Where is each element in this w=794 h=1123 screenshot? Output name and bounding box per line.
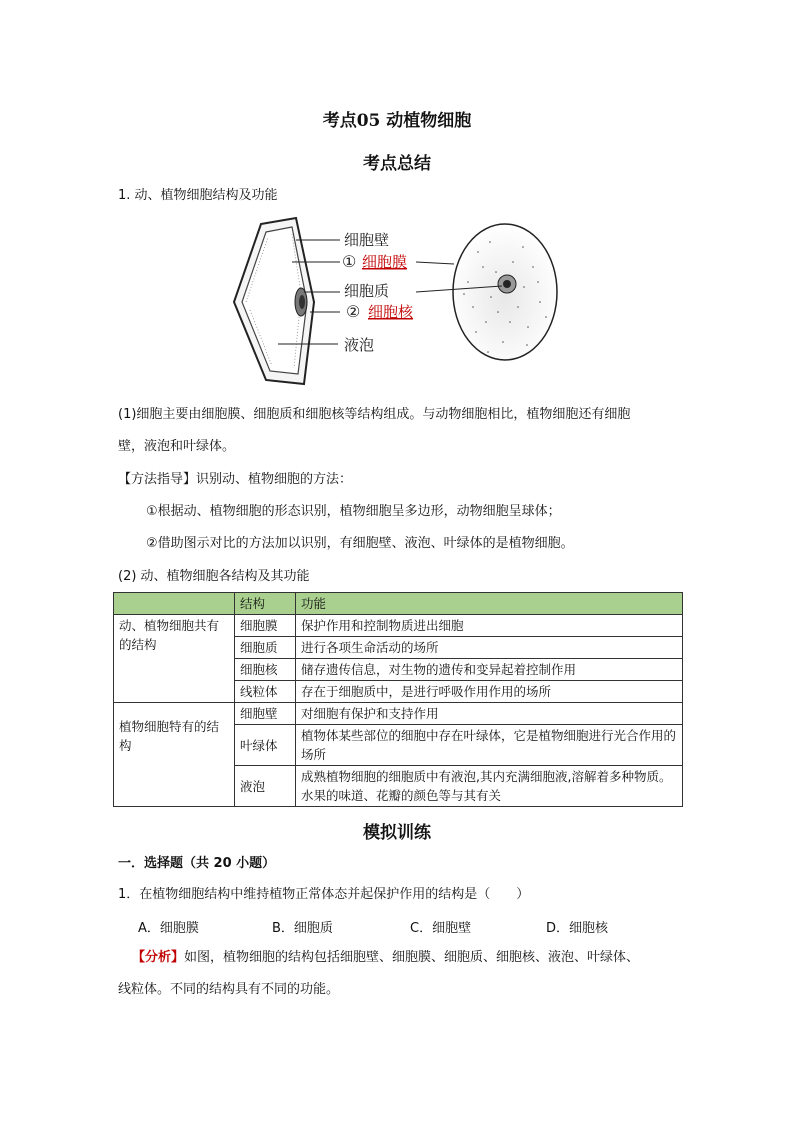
method-guide (118, 470, 352, 490)
table-row (114, 615, 683, 637)
analysis-line-2: 线粒体。不同的结构具有不同的功能。 (118, 982, 340, 997)
cell-diagram (228, 212, 568, 396)
table-row (114, 703, 683, 725)
analysis-label: 【分析】 (132, 950, 185, 965)
table-header-cell (114, 593, 235, 615)
structure-cell: 叶绿体 (235, 725, 296, 766)
label-nucleus: 细胞核 (368, 303, 414, 321)
method-item-1: ①根据动、植物细胞的形态识别，植物细胞呈多边形，动物细胞呈球体； (146, 504, 561, 519)
section-2-heading: (2) 动、植物细胞各结构及其功能 (118, 569, 310, 584)
label-cell-wall: 细胞壁 (344, 231, 390, 249)
function-cell: 成熟植物细胞的细胞质中有液泡,其内充满细胞液,溶解着多种物质。水果的味道、花瓣的颜色等与其有关 (296, 766, 683, 807)
option-a: A．细胞膜 (138, 921, 199, 936)
page-title: 考点05 动植物细胞 (322, 111, 472, 131)
analysis-line-1 (132, 948, 639, 968)
method-item-2: ②借助图示对比的方法加以识别，有细胞壁、液泡、叶绿体的是植物细胞。 (146, 536, 574, 551)
function-cell: 进行各项生命活动的场所 (296, 637, 683, 659)
option-c: C．细胞壁 (410, 921, 472, 936)
paragraph-1-line-1: (1)细胞主要由细胞膜、细胞质和细胞核等结构组成。与动物细胞相比，植物细胞还有细胞 (118, 407, 631, 422)
label-num-2: ② (346, 302, 361, 321)
structure-cell: 细胞核 (235, 659, 296, 681)
choice-section-heading: 一．选择题（共 20 小题） (118, 856, 276, 871)
structure-cell: 细胞质 (235, 637, 296, 659)
function-cell: 储存遗传信息，对生物的遗传和变异起着控制作用 (296, 659, 683, 681)
label-vacuole: 液泡 (344, 336, 375, 354)
animal-cell-drawing (453, 224, 557, 360)
question-1-stem: 1．在植物细胞结构中维持植物正常体态并起保护作用的结构是（ ） (118, 887, 530, 902)
function-cell: 植物体某些部位的细胞中存在叶绿体，它是植物细胞进行光合作用的场所 (296, 725, 683, 766)
method-text: 识别动、植物细胞的方法： (196, 472, 353, 487)
function-cell: 对细胞有保护和支持作用 (296, 703, 683, 725)
analysis-text: 如图，植物细胞的结构包括细胞壁、细胞膜、细胞质、细胞核、液泡、叶绿体、 (184, 950, 640, 965)
method-label: 【方法指导】 (118, 472, 197, 487)
label-cell-membrane: 细胞膜 (362, 253, 408, 271)
structure-cell: 液泡 (235, 766, 296, 807)
practice-heading: 模拟训练 (363, 823, 431, 843)
structure-cell: 细胞膜 (235, 615, 296, 637)
option-b: B．细胞质 (272, 921, 333, 936)
section-1-heading: 1. 动、植物细胞结构及功能 (118, 188, 278, 203)
label-cytoplasm: 细胞质 (344, 282, 390, 300)
group-label-plant: 植物细胞特有的结构 (114, 703, 235, 807)
structure-cell: 细胞壁 (235, 703, 296, 725)
option-d: D．细胞核 (546, 921, 609, 936)
table-header-cell: 功能 (296, 593, 683, 615)
paragraph-1-line-2: 壁，液泡和叶绿体。 (118, 439, 236, 454)
summary-heading: 考点总结 (363, 154, 431, 174)
table-header-row (114, 593, 683, 615)
structure-cell: 线粒体 (235, 681, 296, 703)
plant-cell-drawing (234, 218, 314, 384)
table-header-cell: 结构 (235, 593, 296, 615)
group-label-shared: 动、植物细胞共有的结构 (114, 615, 235, 703)
function-cell: 保护作用和控制物质进出细胞 (296, 615, 683, 637)
function-cell: 存在于细胞质中，是进行呼吸作用作用的场所 (296, 681, 683, 703)
label-num-1: ① (342, 252, 357, 271)
structure-function-table (113, 592, 683, 807)
